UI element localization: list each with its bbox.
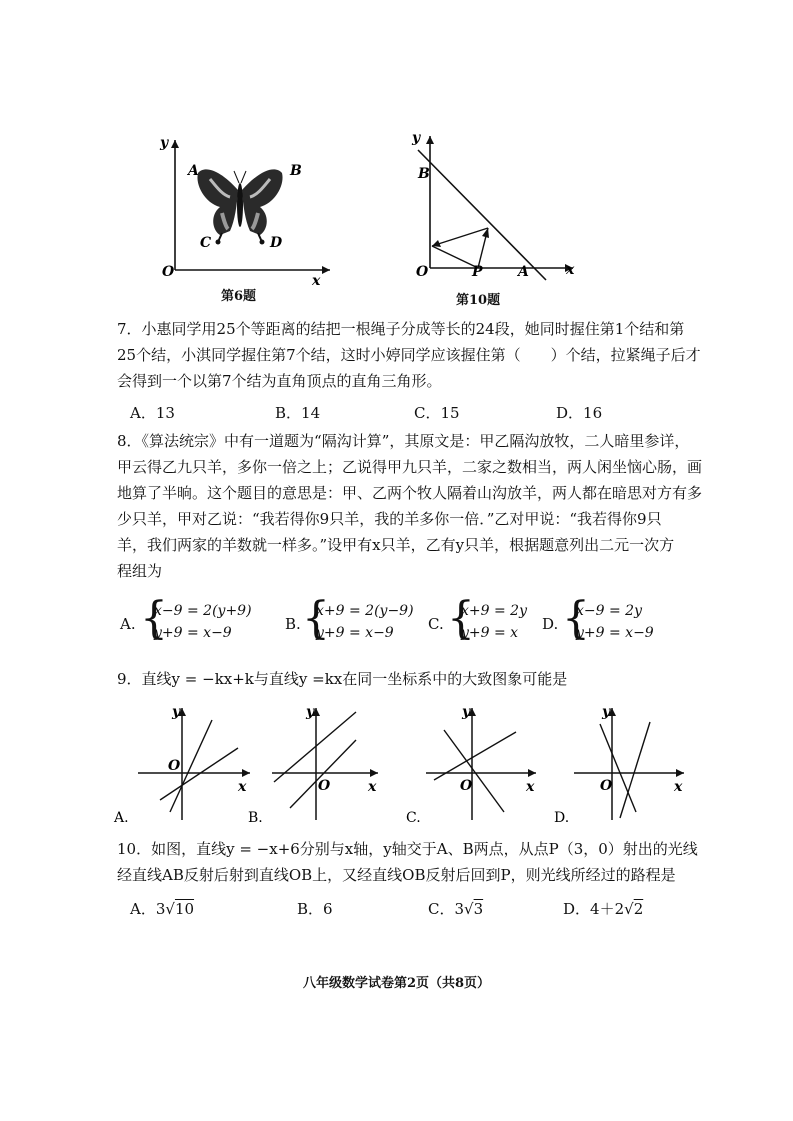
question-8-line-6: 程组为 xyxy=(117,562,163,580)
brace-icon: { xyxy=(447,593,475,644)
brace-icon: { xyxy=(562,593,590,644)
q8-option-b-label: B. xyxy=(285,615,301,633)
equation-1: x+9 = 2y xyxy=(461,603,527,619)
q8-option-d-label: D. xyxy=(542,615,559,633)
q9-graph-b xyxy=(246,700,386,825)
x-axis-label: x xyxy=(674,779,683,795)
y-axis-label: y xyxy=(602,704,611,720)
q9-graph-a xyxy=(112,700,252,825)
question-8-line-2: 甲云得乙九只羊，多你一倍之上；乙说得甲九只羊，二家之数相当，两人闲坐恼心肠，画 xyxy=(117,458,703,476)
q10-option-c-label: C．3 xyxy=(428,900,465,918)
question-9 xyxy=(117,666,677,692)
x-axis-label: x xyxy=(312,273,321,285)
question-8-line-5: 羊，我们两家的羊数就一样多。”设甲有x只羊，乙有y只羊，根据题意列出二元一次方 xyxy=(117,536,675,554)
q7-option-a: A．13 xyxy=(130,404,175,422)
figure-6 xyxy=(150,135,335,285)
question-10-line-1: 10．如图，直线y = −x+6分别与x轴，y轴交于A、B两点，从点P（3，0）射出的光线 xyxy=(117,840,698,858)
y-axis-label: y xyxy=(160,135,169,151)
equation-2: y+9 = x−9 xyxy=(576,625,654,641)
y-axis-label: y xyxy=(306,704,315,720)
figure-10-caption: 第10题 xyxy=(456,293,501,308)
sqrt-icon: √ xyxy=(464,900,474,918)
equation-1: x−9 = 2(y+9) xyxy=(154,603,252,619)
brace-icon: { xyxy=(302,593,330,644)
question-8-line-3: 地算了半晌。这个题目的意思是：甲、乙两个牧人隔着山沟放羊，两人都在暗思对方有多 xyxy=(117,484,703,502)
question-8-line-1: 8．《算法统宗》中有一道题为“隔沟计算”，其原文是：甲乙隔沟放牧，二人暗里参详， xyxy=(117,432,690,450)
sqrt-icon: √ xyxy=(165,900,175,918)
q7-option-b: B．14 xyxy=(275,404,321,422)
graph-c-label: C. xyxy=(406,810,421,825)
q10-option-d-label: D．4＋2 xyxy=(563,900,625,918)
equation-2: y+9 = x−9 xyxy=(316,625,394,641)
y-axis-label: y xyxy=(172,704,181,720)
origin-label: O xyxy=(460,778,473,794)
x-axis-label: x xyxy=(566,262,575,278)
point-C-label: C xyxy=(200,235,212,251)
q9-graph-c xyxy=(404,700,544,825)
point-B-label: B xyxy=(290,163,302,179)
origin-label: O xyxy=(600,778,613,794)
origin-label: O xyxy=(168,758,181,774)
q10-option-d xyxy=(563,898,643,919)
q10-option-a xyxy=(130,898,194,919)
equation-2: y+9 = x−9 xyxy=(154,625,232,641)
q7-option-c: C．15 xyxy=(414,404,460,422)
figure-10 xyxy=(408,128,588,288)
point-A-label: A xyxy=(188,163,199,179)
point-A-label: A xyxy=(518,264,529,280)
origin-label: O xyxy=(416,264,429,280)
point-B-label: B xyxy=(418,166,430,182)
point-P-label: P xyxy=(472,264,483,280)
q10-option-a-label: A．3 xyxy=(130,900,166,918)
q9-graph-d xyxy=(552,700,692,825)
q8-option-b-system xyxy=(316,600,414,644)
x-axis-label: x xyxy=(368,779,377,795)
butterfly-image xyxy=(197,169,282,244)
graph-d-label: D. xyxy=(554,810,570,825)
q8-option-d-system xyxy=(576,600,654,644)
question-10 xyxy=(117,836,698,888)
question-7-line-3: 会得到一个以第7个结为直角顶点的直角三角形。 xyxy=(117,372,442,390)
q7-option-d: D．16 xyxy=(556,404,603,422)
question-8-line-4: 少只羊，甲对乙说：“我若得你9只羊，我的羊多你一倍．”乙对甲说：“我若得你9只 xyxy=(117,510,662,528)
origin-label: O xyxy=(162,264,175,280)
q10-option-b-label: B．6 xyxy=(297,900,333,918)
question-7 xyxy=(117,316,701,394)
equation-1: x+9 = 2(y−9) xyxy=(316,603,414,619)
question-8 xyxy=(117,428,703,584)
q10-option-b xyxy=(297,898,333,919)
q8-option-c-system xyxy=(461,600,527,644)
q10-option-d-radicand: 2 xyxy=(633,900,644,918)
question-7-line-2: 25个结，小淇同学握住第7个结，这时小婷同学应该握住第（ ）个结，拉紧绳子后才 xyxy=(117,346,701,364)
q8-option-a-label: A. xyxy=(120,615,136,633)
graph-a-label: A. xyxy=(114,810,129,825)
equation-2: y+9 = x xyxy=(461,625,519,641)
x-axis-label: x xyxy=(526,779,535,795)
point-D-label: D xyxy=(270,235,283,251)
q8-option-c-label: C. xyxy=(428,615,444,633)
sqrt-icon: √ xyxy=(624,900,634,918)
origin-label: O xyxy=(318,778,331,794)
equation-1: x−9 = 2y xyxy=(576,603,642,619)
question-7-line-1: 7．小惠同学用25个等距离的结把一根绳子分成等长的24段，她同时握住第1个结和第 xyxy=(117,320,685,338)
question-9-text: 9．直线y = −kx+k与直线y =kx在同一坐标系中的大致图象可能是 xyxy=(117,670,568,688)
q10-option-c-radicand: 3 xyxy=(473,900,484,918)
graph-b-label: B. xyxy=(248,810,263,825)
page-footer: 八年级数学试卷第2页（共8页） xyxy=(302,976,491,991)
y-axis-label: y xyxy=(412,130,421,146)
x-axis-label: x xyxy=(238,779,247,795)
brace-icon: { xyxy=(140,593,168,644)
y-axis-label: y xyxy=(462,704,471,720)
q10-option-c xyxy=(428,898,483,919)
q8-option-a-system xyxy=(154,600,252,644)
figure-6-caption: 第6题 xyxy=(221,289,257,304)
q10-option-a-radicand: 10 xyxy=(174,900,195,918)
question-10-line-2: 经直线AB反射后射到直线OB上，又经直线OB反射后回到P，则光线所经过的路程是 xyxy=(117,866,676,884)
